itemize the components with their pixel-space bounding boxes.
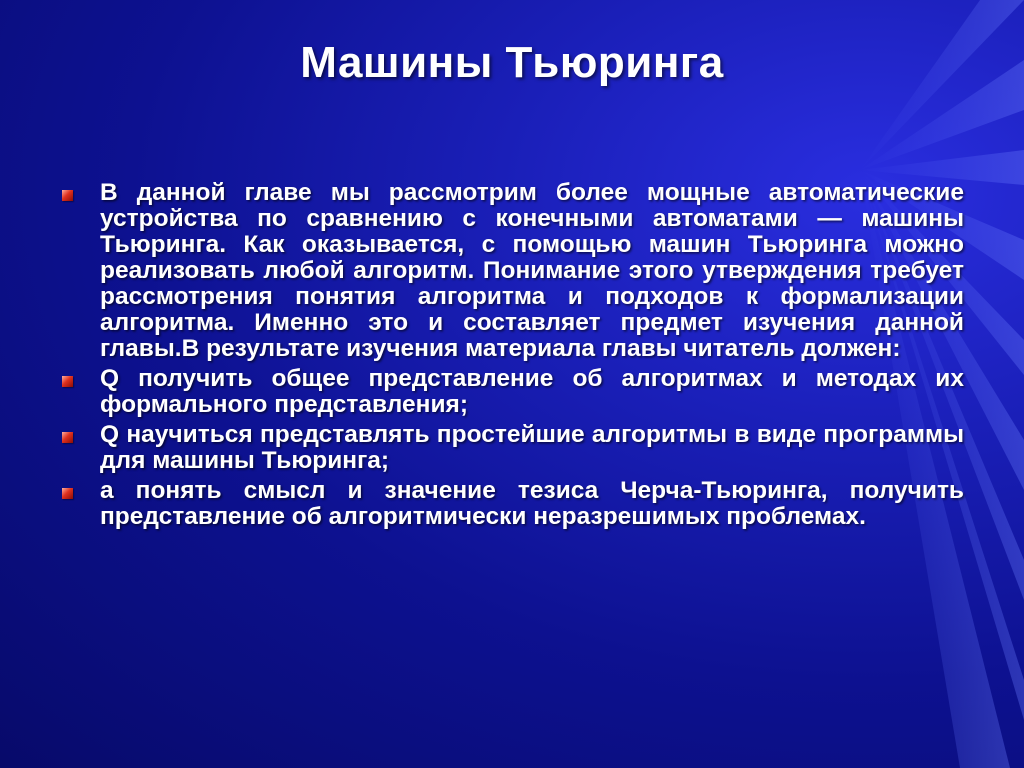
list-item bbox=[62, 366, 964, 418]
slide-title: Машины Тьюринга bbox=[300, 38, 724, 87]
bullet-text: Q получить общее представление об алгоритмах и методах их формального представления; bbox=[100, 365, 964, 418]
square-bullet-icon bbox=[62, 432, 73, 443]
bullet-text: а понять смысл и значение тезиса Черча-Тьюринга, получить представление об алгоритмически неразрешимых проблемах. bbox=[100, 477, 964, 530]
bullet-text: Q научиться представлять простейшие алгоритмы в виде программы для машины Тьюринга; bbox=[100, 421, 964, 474]
bullet-list bbox=[62, 180, 964, 534]
list-item bbox=[62, 478, 964, 530]
list-item bbox=[62, 180, 964, 362]
square-bullet-icon bbox=[62, 488, 73, 499]
list-item bbox=[62, 422, 964, 474]
bullet-text: В данной главе мы рассмотрим более мощные автоматические устройства по сравнению с конечными автоматами — машины Тьюринга. Как оказывается, с помощью машин Тьюринга можно реализовать любой алгоритм. Понимание этого утверждения требует рассмотрения понятия алгоритма и подходов к формализации алгоритма. Именно это и составляет предмет изучения данной главы.В результате изучения материала главы читатель должен: bbox=[100, 179, 964, 362]
square-bullet-icon bbox=[62, 190, 73, 201]
square-bullet-icon bbox=[62, 376, 73, 387]
